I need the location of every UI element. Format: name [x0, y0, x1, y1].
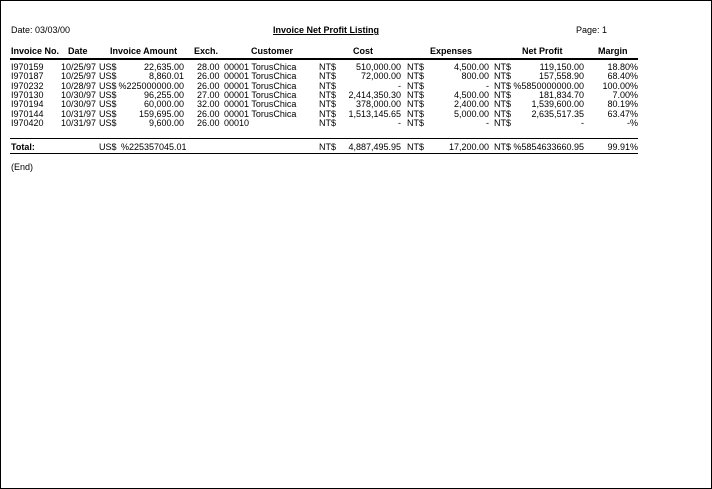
- cell-ec: NT$: [407, 108, 425, 119]
- cell-margin: 80.19%: [607, 99, 638, 110]
- cell-cc: NT$: [319, 89, 337, 100]
- page-number: Page: 1: [576, 25, 608, 35]
- cell-ec: NT$: [407, 71, 425, 82]
- col-exch: Exch.: [194, 46, 219, 56]
- cell-ec: NT$: [407, 80, 425, 91]
- total-ec: NT$: [407, 142, 425, 152]
- cell-margin: 100.00%: [602, 80, 638, 91]
- total-rule: [10, 138, 638, 139]
- cell-nc: NT$: [494, 99, 512, 110]
- cell-amt: 8,860.01: [148, 71, 184, 82]
- cell-cost: 72,000.00: [360, 71, 401, 82]
- cell-cust: 00001 TorusChica: [224, 108, 297, 119]
- cell-margin: 63.47%: [607, 108, 638, 119]
- cell-inv: I970187: [11, 71, 44, 82]
- report-title: Invoice Net Profit Listing: [273, 25, 380, 35]
- cell-inv: I970144: [11, 108, 44, 119]
- cell-margin: -%: [627, 117, 638, 128]
- cell-exp: -: [486, 117, 489, 128]
- header-rule: [10, 58, 638, 60]
- cell-nc: NT$: [494, 62, 512, 72]
- cell-nc: NT$: [494, 89, 512, 100]
- col-date: Date: [68, 46, 88, 56]
- cell-net: 119,150.00: [539, 62, 584, 72]
- cell-exp: 4,500.00: [453, 89, 489, 100]
- cell-date: 10/25/97: [61, 62, 97, 72]
- cell-exp: 4,500.00: [453, 62, 489, 72]
- cell-cur: US$: [99, 117, 117, 128]
- report-date: Date: 03/03/00: [11, 25, 71, 35]
- cell-cur: US$: [99, 71, 117, 82]
- cell-cur: US$: [99, 99, 117, 110]
- cell-inv: I970130: [11, 89, 44, 100]
- cell-ec: NT$: [407, 62, 425, 72]
- cell-cust: 00010: [224, 117, 250, 128]
- cell-cost: -: [398, 80, 401, 91]
- cell-date: 10/31/97: [61, 117, 97, 128]
- total-cost: 4,887,495.95: [348, 142, 401, 152]
- cell-margin: 7.00%: [612, 89, 638, 100]
- total-bottom-rule: [10, 153, 638, 154]
- cell-ec: NT$: [407, 117, 425, 128]
- cell-amt: 22,635.00: [143, 62, 184, 72]
- cell-cost: -: [398, 117, 401, 128]
- cell-cc: NT$: [319, 71, 337, 82]
- cell-date: 10/30/97: [61, 89, 97, 100]
- total-cc: NT$: [319, 142, 337, 152]
- cell-ec: NT$: [407, 89, 425, 100]
- cell-net: 157,558.90: [538, 71, 584, 82]
- total-margin: 99.91%: [607, 142, 638, 152]
- total-net: %5854633660.95: [513, 142, 584, 152]
- total-nc: NT$: [494, 142, 512, 152]
- cell-exp: 2,400.00: [453, 99, 489, 110]
- cell-date: 10/30/97: [61, 99, 97, 110]
- cell-inv: I970159: [11, 62, 44, 72]
- col-cost: Cost: [353, 46, 373, 56]
- cell-cost: 378,000.00: [355, 99, 401, 110]
- cell-date: 10/31/97: [61, 108, 97, 119]
- col-invoice-amount: Invoice Amount: [110, 46, 178, 56]
- cell-cust: 00001 TorusChica: [224, 71, 297, 82]
- cell-cur: US$: [99, 89, 117, 100]
- cell-date: 10/25/97: [61, 71, 97, 82]
- cell-amt: 96,255.00: [143, 89, 184, 100]
- end-marker: (End): [11, 162, 34, 172]
- cell-net: -: [581, 117, 584, 128]
- cell-cost: 1,513,145.65: [348, 108, 401, 119]
- col-expenses: Expenses: [430, 46, 473, 56]
- cell-cost: 510,000.00: [355, 62, 401, 72]
- cell-amt: %225000000.00: [118, 80, 184, 91]
- cell-exch: 26.00: [197, 71, 220, 82]
- cell-exp: 5,000.00: [453, 108, 489, 119]
- cell-nc: NT$: [494, 71, 512, 82]
- cell-cc: NT$: [319, 117, 337, 128]
- cell-cust: 00001 TorusChica: [224, 89, 297, 100]
- cell-net: %5850000000.00: [513, 80, 584, 91]
- total-label: Total:: [11, 142, 35, 152]
- cell-inv: I970420: [11, 117, 44, 128]
- cell-inv: I970194: [11, 99, 44, 110]
- cell-margin: 68.40%: [607, 71, 638, 82]
- cell-cust: 00001 TorusChica: [224, 99, 297, 110]
- cell-exch: 32.00: [197, 99, 220, 110]
- cell-amt: 159,695.00: [138, 108, 184, 119]
- cell-net: 2,635,517.35: [531, 108, 584, 119]
- cell-margin: 18.80%: [607, 62, 638, 72]
- col-net-profit: Net Profit: [522, 46, 563, 56]
- total-cur: US$: [99, 142, 117, 152]
- cell-amt: 60,000.00: [143, 99, 184, 110]
- cell-nc: NT$: [494, 80, 512, 91]
- cell-exch: 26.00: [197, 80, 220, 91]
- cell-exch: 28.00: [197, 62, 220, 72]
- cell-cur: US$: [99, 80, 117, 91]
- cell-ec: NT$: [407, 99, 425, 110]
- col-margin: Margin: [598, 46, 628, 56]
- cell-cust: 00001 TorusChica: [224, 80, 297, 91]
- cell-cc: NT$: [319, 99, 337, 110]
- cell-cc: NT$: [319, 108, 337, 119]
- cell-exch: 26.00: [197, 117, 220, 128]
- cell-cur: US$: [99, 108, 117, 119]
- col-invoice-no: Invoice No.: [11, 46, 60, 56]
- cell-cc: NT$: [319, 62, 337, 72]
- cell-exch: 26.00: [197, 108, 220, 119]
- cell-net: 181,834.70: [538, 89, 584, 100]
- cell-inv: I970232: [11, 80, 44, 91]
- col-customer: Customer: [251, 46, 294, 56]
- cell-net: 1,539,600.00: [531, 99, 584, 110]
- cell-cur: US$: [99, 62, 117, 72]
- total-amt: %225357045.01: [121, 142, 187, 152]
- cell-date: 10/28/97: [61, 80, 97, 91]
- cell-cc: NT$: [319, 80, 337, 91]
- cell-cost: 2,414,350.30: [348, 89, 401, 100]
- cell-cust: 00001 TorusChica: [224, 62, 297, 72]
- cell-exp: 800.00: [461, 71, 489, 82]
- cell-nc: NT$: [494, 117, 512, 128]
- cell-exp: -: [486, 80, 489, 91]
- cell-amt: 9,600.00: [148, 117, 184, 128]
- total-exp: 17,200.00: [448, 142, 489, 152]
- cell-nc: NT$: [494, 108, 512, 119]
- cell-exch: 27.00: [197, 89, 220, 100]
